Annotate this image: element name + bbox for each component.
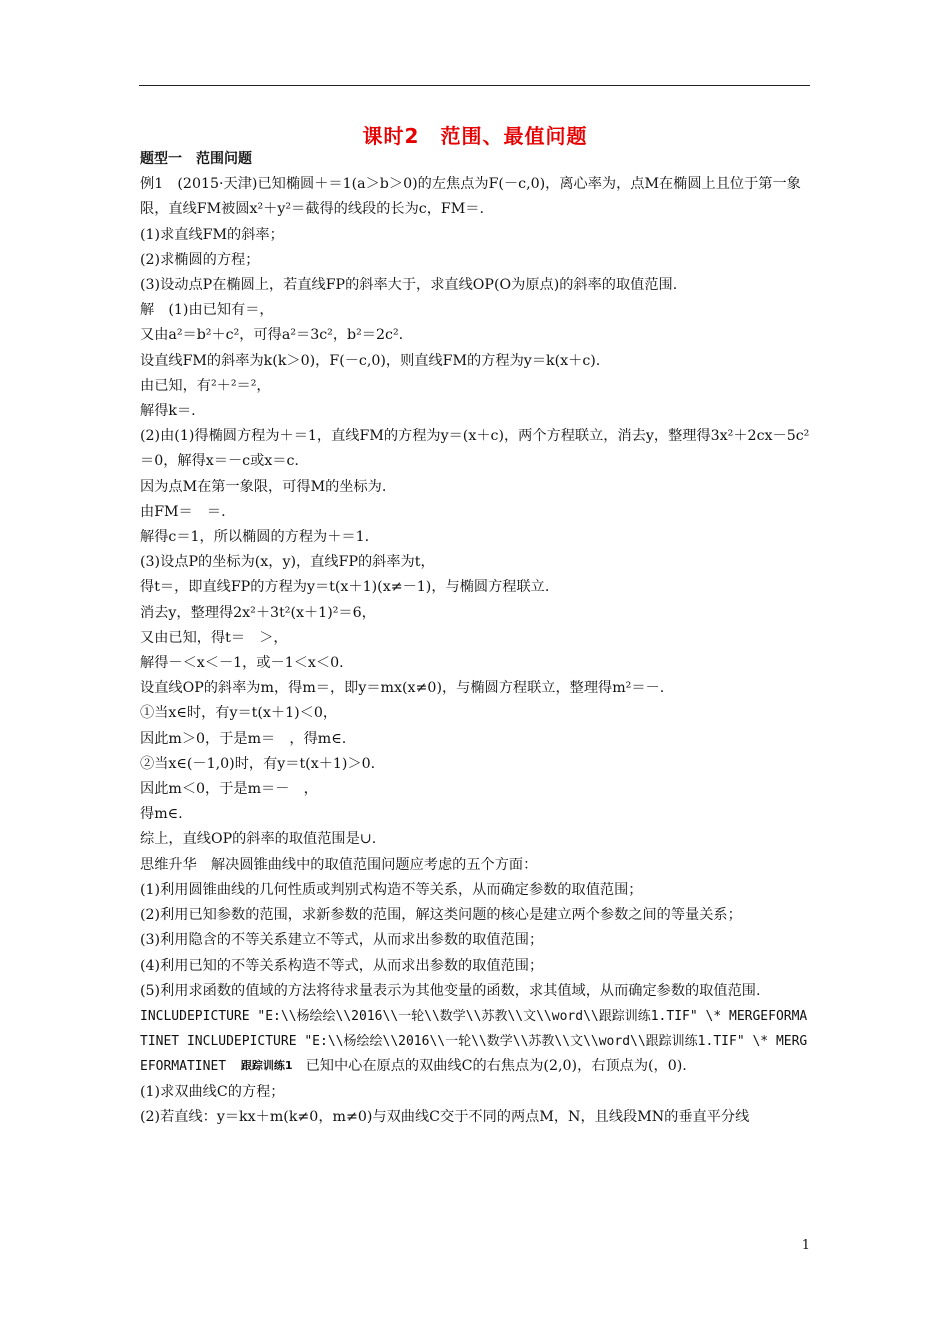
text-line: (4)利用已知的不等关系构造不等式，从而求出参数的取值范围； [140, 957, 544, 974]
text-line: 例1 (2015·天津)已知椭圆＋＝1(a＞b＞0)的左焦点为F(－c,0)，离心率为，点M在椭圆上且位于第一象限，直线FM被圆x²＋y²＝截得的线段的长为c，FM＝. [140, 176, 801, 218]
text-line: 综上，直线OP的斜率的取值范围是∪. [140, 831, 377, 848]
text-line: 设直线FM的斜率为k(k＞0)，F(－c,0)，则直线FM的方程为y＝k(x＋c). [140, 352, 601, 369]
text-line: 思维升华 解决圆锥曲线中的取值范围问题应考虑的五个方面： [140, 856, 538, 873]
text-line: 因为点M在第一象限，可得M的坐标为. [140, 478, 387, 495]
text-line: 得t＝，即直线FP的方程为y＝t(x＋1)(x≠－1)，与椭圆方程联立. [140, 579, 550, 596]
text-line: (3)利用隐含的不等关系建立不等式，从而求出参数的取值范围； [140, 932, 544, 949]
text-line: 解得c＝1，所以椭圆的方程为＋＝1. [140, 529, 370, 546]
text-line: 由FM＝ ＝. [140, 503, 226, 520]
text-line: 因此m＞0，于是m＝ ，得m∈. [140, 730, 347, 747]
text-line: 解 (1)由已知有＝， [140, 302, 274, 319]
document-body [140, 147, 812, 1130]
section-heading: 题型一 范围问题 [140, 151, 252, 167]
text-line: (5)利用求函数的值域的方法将待求量表示为其他变量的函数，求其值域，从而确定参数的取值范围. [140, 982, 761, 999]
page-number: 1 [801, 1238, 810, 1253]
text-line: 解得k＝. [140, 403, 196, 420]
text-line: ①当x∈时，有y＝t(x＋1)＜0， [140, 705, 338, 722]
exercise-text: 已知中心在原点的双曲线C的右焦点为(2,0)，右顶点为(，0). [305, 1058, 687, 1075]
text-line: (3)设动点P在椭圆上，若直线FP的斜率大于，求直线OP(O为原点)的斜率的取值范围. [140, 277, 678, 294]
text-line: 解得－＜x＜－1，或－1＜x＜0. [140, 655, 344, 672]
text-line: 设直线OP的斜率为m，得m＝，即y＝mx(x≠0)，与椭圆方程联立，整理得m²＝－. [140, 680, 665, 697]
text-line: 得m∈. [140, 806, 183, 823]
text-line: (2)若直线：y＝kx＋m(k≠0，m≠0)与双曲线C交于不同的两点M，N，且线段MN的垂直平分线 [140, 1108, 750, 1125]
text-line: 又由a²＝b²＋c²，可得a²＝3c²，b²＝2c². [140, 327, 404, 344]
text-line: (1)利用圆锥曲线的几何性质或判别式构造不等关系，从而确定参数的取值范围； [140, 881, 643, 898]
text-line: ②当x∈(－1,0)时，有y＝t(x＋1)＞0. [140, 755, 376, 772]
text-line: (2)由(1)得椭圆方程为＋＝1，直线FM的方程为y＝(x＋c)，两个方程联立，消去y，整理得3x²＋2cx－5c²＝0，解得x＝－c或x＝c. [140, 428, 810, 470]
text-line: (3)设点P的坐标为(x，y)，直线FP的斜率为t， [140, 554, 435, 571]
text-line: (2)利用已知参数的范围，求新参数的范围，解这类问题的核心是建立两个参数之间的等量关系； [140, 907, 742, 924]
page-title: 课时2 范围、最值问题 [362, 124, 588, 148]
text-line: 因此m＜0，于是m＝－ ， [140, 781, 318, 798]
text-line: (1)求双曲线C的方程； [140, 1083, 285, 1100]
text-line: 消去y，整理得2x²＋3t²(x＋1)²＝6， [140, 604, 376, 621]
text-line: (1)求直线FM的斜率； [140, 226, 284, 243]
exercise-paragraph [140, 1004, 812, 1080]
include-field-code: INCLUDEPICTURE "E:\\杨绘绘\\2016\\一轮\\数学\\苏教\\文\\word\\跟踪训练1.TIF" \* MERGEFORMATINET INCLUDEPICTURE "E:\\杨绘绘\\2016\\一轮\\数学\\苏教\\文\\word\\跟踪训练1.TIF" \* MERGEFORMATINET [140, 1008, 808, 1075]
text-line: 由已知，有²＋²＝²， [140, 377, 271, 394]
header-rule [139, 85, 810, 86]
exercise-badge: 跟踪训练1 [240, 1059, 293, 1073]
text-line: 又由已知，得t＝ ＞， [140, 629, 288, 646]
text-line: (2)求椭圆的方程； [140, 251, 260, 268]
